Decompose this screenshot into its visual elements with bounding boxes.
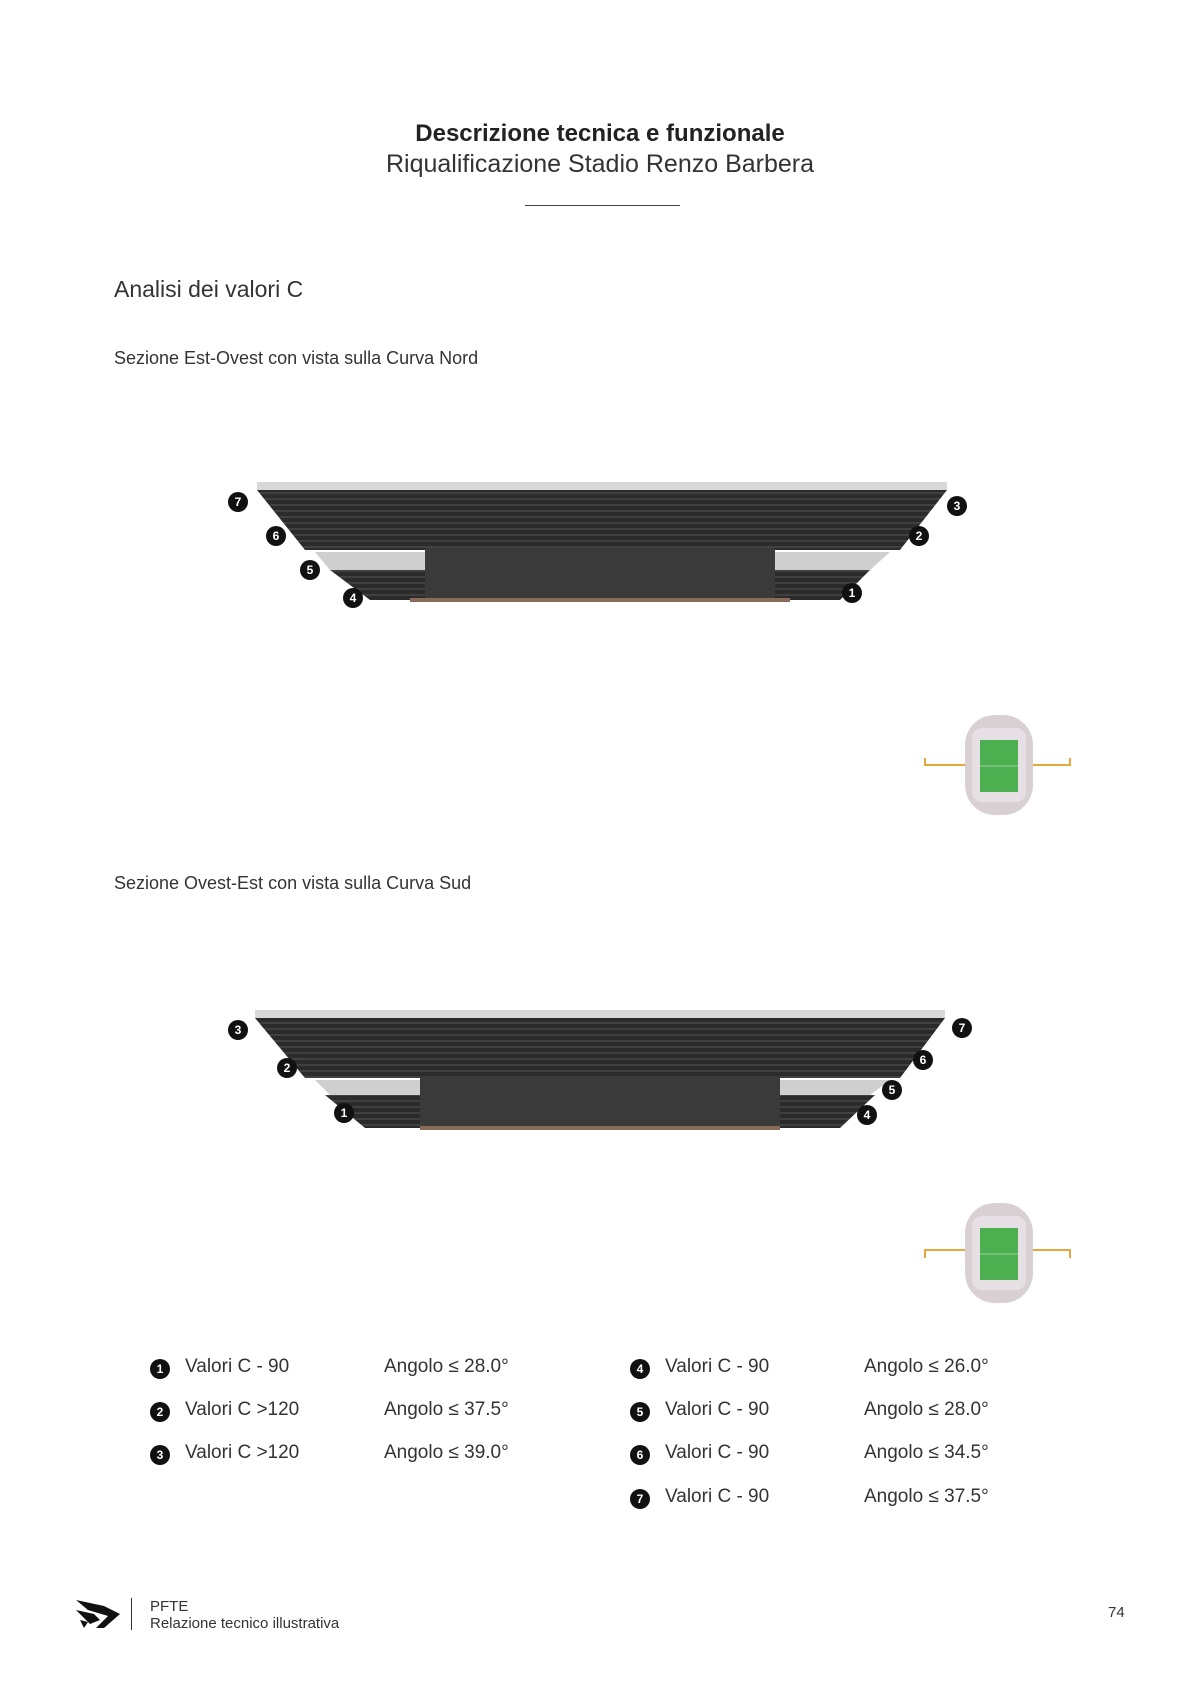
svg-text:1: 1 — [848, 586, 856, 600]
svg-text:6: 6 — [919, 1053, 927, 1067]
legend-value: Valori C - 90 — [665, 1399, 770, 1420]
legend-number: 6 — [630, 1445, 650, 1465]
marker-1 — [334, 1103, 354, 1123]
svg-text:6: 6 — [272, 529, 280, 543]
section-caption-sud: Sezione Ovest-Est con vista sulla Curva Sud — [114, 873, 472, 893]
marker-4 — [857, 1105, 877, 1125]
footer-separator — [131, 1598, 132, 1630]
legend-angle: Angolo ≤ 37.5° — [384, 1399, 509, 1420]
page-number: 74 — [1108, 1604, 1125, 1621]
roof-edge — [257, 482, 947, 490]
stadium-section-nord-drawing — [220, 470, 980, 620]
header-subtitle: Riqualificazione Stadio Renzo Barbera — [385, 150, 815, 178]
marker-3 — [947, 496, 967, 516]
key-plan-sud-icon — [920, 1200, 1090, 1310]
svg-text:5: 5 — [306, 563, 314, 577]
legend-angle: Angolo ≤ 28.0° — [864, 1399, 989, 1420]
legend-number: 2 — [150, 1402, 170, 1422]
legend-value: Valori C - 90 — [665, 1486, 770, 1507]
svg-text:3: 3 — [953, 499, 961, 513]
legend-value: Valori C >120 — [185, 1399, 300, 1420]
footer-doc-type: PFTE — [150, 1598, 189, 1615]
legend-value: Valori C - 90 — [185, 1356, 290, 1377]
legend-number: 4 — [630, 1359, 650, 1379]
legend-value: Valori C >120 — [185, 1442, 300, 1463]
marker-5 — [882, 1080, 902, 1100]
legend-value: Valori C - 90 — [665, 1442, 770, 1463]
marker-3 — [228, 1020, 248, 1040]
legend-angle: Angolo ≤ 28.0° — [384, 1356, 509, 1377]
marker-7 — [228, 492, 248, 512]
upper-tier — [255, 1018, 945, 1078]
legend-number: 5 — [630, 1402, 650, 1422]
svg-text:4: 4 — [349, 591, 357, 605]
far-stand — [420, 1076, 780, 1128]
svg-text:1: 1 — [340, 1106, 348, 1120]
header-divider — [525, 205, 680, 206]
marker-4 — [343, 588, 363, 608]
section-title: Analisi dei valori C — [114, 276, 304, 302]
legend-angle: Angolo ≤ 39.0° — [384, 1442, 509, 1463]
legend-value: Valori C - 90 — [665, 1356, 770, 1377]
svg-text:3: 3 — [234, 1023, 242, 1037]
marker-6 — [266, 526, 286, 546]
footer-doc-title: Relazione tecnico illustrativa — [150, 1615, 340, 1632]
svg-text:4: 4 — [863, 1108, 871, 1122]
marker-2 — [909, 526, 929, 546]
stadium-section-sud-drawing — [220, 1000, 980, 1140]
legend-angle: Angolo ≤ 37.5° — [864, 1486, 989, 1507]
header-title: Descrizione tecnica e funzionale — [415, 120, 785, 147]
legend-angle: Angolo ≤ 26.0° — [864, 1356, 989, 1377]
svg-text:2: 2 — [283, 1061, 291, 1075]
eagle-logo-icon — [74, 1596, 122, 1630]
roof-edge — [255, 1010, 945, 1018]
legend-number: 3 — [150, 1445, 170, 1465]
svg-text:7: 7 — [958, 1021, 966, 1035]
marker-2 — [277, 1058, 297, 1078]
far-stand — [425, 548, 775, 600]
svg-text:5: 5 — [888, 1083, 896, 1097]
svg-text:2: 2 — [915, 529, 923, 543]
svg-text:7: 7 — [234, 495, 242, 509]
upper-tier — [257, 490, 947, 550]
marker-7 — [952, 1018, 972, 1038]
key-plan-nord-icon — [920, 710, 1090, 820]
marker-5 — [300, 560, 320, 580]
legend-number: 7 — [630, 1489, 650, 1509]
marker-1 — [842, 583, 862, 603]
legend-number: 1 — [150, 1359, 170, 1379]
section-caption-nord: Sezione Est-Ovest con vista sulla Curva Nord — [114, 348, 479, 368]
pitch-line — [420, 1126, 780, 1130]
pitch-line — [410, 598, 790, 602]
legend-angle: Angolo ≤ 34.5° — [864, 1442, 989, 1463]
marker-6 — [913, 1050, 933, 1070]
